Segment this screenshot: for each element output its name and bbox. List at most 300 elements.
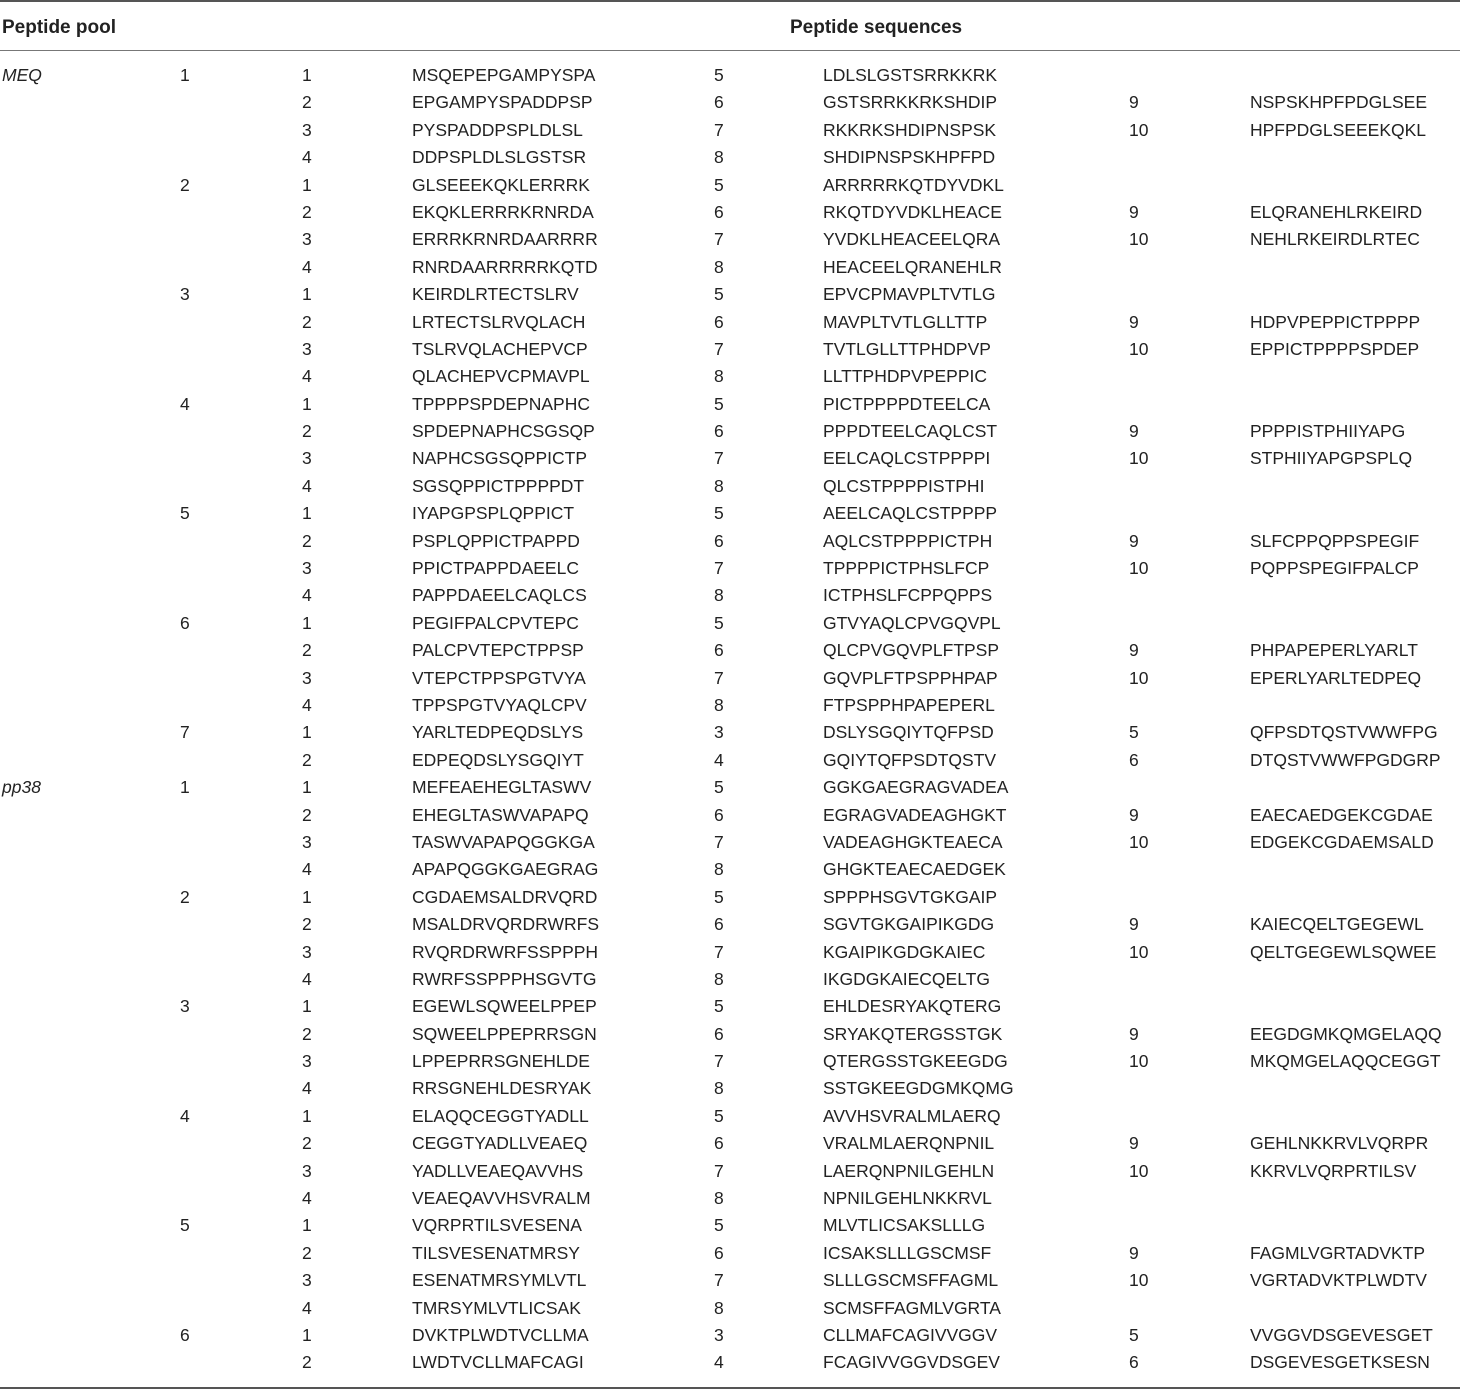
peptide-sequence: CGDAEMSALDRVQRD — [412, 886, 598, 907]
peptide-sequence: PPICTPAPPDAEELC — [412, 558, 579, 579]
pool-number: 1 — [180, 65, 190, 85]
peptide-sequence: SGSQPPICTPPPPDT — [412, 475, 585, 496]
peptide-index: 1 — [302, 777, 312, 798]
peptide-index: 4 — [714, 1352, 724, 1373]
table-top-rule — [0, 0, 1460, 2]
table-row — [0, 692, 1460, 719]
peptide-index: 1 — [302, 1215, 312, 1236]
peptide-sequence: KGAIPIKGDGKAIEC — [823, 941, 986, 962]
peptide-sequence: ERRRKRNRDAARRRR — [412, 229, 598, 250]
peptide-index: 3 — [302, 1160, 312, 1181]
peptide-sequence: QLCPVGQVPLFTPSP — [823, 640, 1000, 661]
peptide-sequence: SSTGKEEGDGMKQMG — [823, 1078, 1014, 1099]
peptide-index: 9 — [1129, 1242, 1139, 1263]
peptide-index: 8 — [714, 1078, 724, 1099]
peptide-index: 5 — [714, 886, 724, 907]
peptide-sequence: FCAGIVVGGVDSGEV — [823, 1352, 1000, 1373]
peptide-index: 9 — [1129, 421, 1139, 442]
table-row — [0, 747, 1460, 774]
table-row — [0, 719, 1460, 746]
peptide-sequence: EPERLYARLTEDPEQ — [1250, 667, 1422, 688]
peptide-sequence: YADLLVEAEQAVVHS — [412, 1160, 584, 1181]
peptide-table-body — [0, 62, 1460, 1377]
peptide-index: 3 — [302, 119, 312, 140]
peptide-sequence: STPHIIYAPGPSPLQ — [1250, 448, 1413, 469]
peptide-index: 9 — [1129, 92, 1139, 113]
peptide-index: 9 — [1129, 530, 1139, 551]
peptide-sequence: EKQKLERRRKRNRDA — [412, 201, 594, 222]
peptide-index: 4 — [302, 968, 312, 989]
peptide-sequence: ELAQQCEGGTYADLL — [412, 1105, 589, 1126]
peptide-index: 4 — [302, 1297, 312, 1318]
peptide-index: 1 — [302, 886, 312, 907]
peptide-sequence: RNRDAARRRRRKQTD — [412, 256, 598, 277]
peptide-index: 10 — [1129, 831, 1149, 852]
pool-number: 4 — [180, 393, 190, 414]
peptide-sequence: TPPPPSPDEPNAPHC — [412, 393, 590, 414]
table-row — [0, 610, 1460, 637]
peptide-index: 10 — [1129, 448, 1149, 469]
peptide-sequence: EDGEKCGDAEMSALD — [1250, 831, 1434, 852]
table-row — [0, 1185, 1460, 1212]
table-row — [0, 884, 1460, 911]
peptide-sequence: PAPPDAEELCAQLCS — [412, 585, 587, 606]
peptide-index: 10 — [1129, 229, 1149, 250]
peptide-index: 4 — [714, 749, 724, 770]
peptide-sequence: QELTGEGEWLSQWEE — [1250, 941, 1437, 962]
peptide-sequence: EHEGLTASWVAPAPQ — [412, 804, 589, 825]
peptide-index: 2 — [302, 1023, 312, 1044]
peptide-sequence: DSGEVESGETKSESN — [1250, 1352, 1430, 1373]
peptide-sequence: TPPSPGTVYAQLCPV — [412, 694, 587, 715]
table-row — [0, 1021, 1460, 1048]
table-row — [0, 637, 1460, 664]
peptide-sequence: AQLCSTPPPPICTPH — [823, 530, 993, 551]
pool-number: 2 — [180, 886, 190, 907]
protein-name: MEQ — [2, 65, 42, 85]
peptide-index: 6 — [714, 640, 724, 661]
peptide-sequence: SCMSFFAGMLVGRTA — [823, 1297, 1001, 1318]
peptide-sequence: AVVHSVRALMLAERQ — [823, 1105, 1001, 1126]
peptide-index: 7 — [714, 229, 724, 250]
peptide-index: 8 — [714, 147, 724, 168]
pool-number: 2 — [180, 174, 190, 195]
peptide-index: 7 — [714, 119, 724, 140]
peptide-index: 5 — [714, 174, 724, 195]
peptide-index: 6 — [714, 804, 724, 825]
peptide-index: 9 — [1129, 311, 1139, 332]
peptide-sequence: KEIRDLRTECTSLRV — [412, 284, 579, 305]
peptide-index: 10 — [1129, 667, 1149, 688]
peptide-index: 7 — [714, 831, 724, 852]
peptide-sequence: GTVYAQLCPVGQVPL — [823, 612, 1001, 633]
peptide-sequence: TILSVESENATMRSY — [412, 1242, 580, 1263]
peptide-sequence: SQWEELPPEPRRSGN — [412, 1023, 597, 1044]
table-row — [0, 856, 1460, 883]
peptide-sequence: MAVPLTVTLGLLTTP — [823, 311, 988, 332]
table-row — [0, 500, 1460, 527]
peptide-index: 9 — [1129, 1023, 1139, 1044]
table-row — [0, 473, 1460, 500]
peptide-sequence: GEHLNKKRVLVQRPR — [1250, 1133, 1429, 1154]
peptide-sequence: PSPLQPPICTPAPPD — [412, 530, 580, 551]
peptide-sequence: ICTPHSLFCPPQPPS — [823, 585, 993, 606]
peptide-sequence: GQVPLFTPSPPHPAP — [823, 667, 998, 688]
peptide-sequence: ELQRANEHLRKEIRD — [1250, 201, 1423, 222]
table-row — [0, 254, 1460, 281]
table-row — [0, 1130, 1460, 1157]
peptide-sequence: CLLMAFCAGIVVGGV — [823, 1324, 998, 1345]
peptide-sequence: RWRFSSPPPHSGVTG — [412, 968, 597, 989]
peptide-sequence: AEELCAQLCSTPPPP — [823, 503, 998, 524]
peptide-sequence: GGKGAEGRAGVADEA — [823, 777, 1009, 798]
peptide-index: 3 — [302, 229, 312, 250]
peptide-sequence: LRTECTSLRVQLACH — [412, 311, 586, 332]
peptide-sequence: VADEAGHGKTEAECA — [823, 831, 1003, 852]
peptide-sequence: IYAPGPSPLQPPICT — [412, 503, 575, 524]
peptide-sequence: SLLLGSCMSFFAGML — [823, 1270, 999, 1291]
table-row — [0, 829, 1460, 856]
pool-number: 3 — [180, 284, 190, 305]
table-row — [0, 89, 1460, 116]
peptide-index: 1 — [302, 65, 312, 85]
peptide-index: 2 — [302, 92, 312, 113]
peptide-sequence: NPNILGEHLNKKRVL — [823, 1188, 992, 1209]
peptide-sequence: MSALDRVQRDRWRFS — [412, 914, 600, 935]
peptide-sequence: KAIECQELTGEGEWL — [1250, 914, 1424, 935]
peptide-index: 3 — [302, 831, 312, 852]
peptide-index: 6 — [714, 530, 724, 551]
table-row — [0, 1240, 1460, 1267]
peptide-index: 5 — [1129, 722, 1139, 743]
peptide-index: 6 — [714, 914, 724, 935]
peptide-index: 2 — [302, 201, 312, 222]
peptide-index: 5 — [1129, 1324, 1139, 1345]
table-row — [0, 1212, 1460, 1239]
peptide-sequence: PALCPVTEPCTPPSP — [412, 640, 584, 661]
pool-number: 3 — [180, 996, 190, 1017]
peptide-index: 9 — [1129, 1133, 1139, 1154]
peptide-index: 2 — [302, 914, 312, 935]
peptide-index: 5 — [714, 1215, 724, 1236]
table-row — [0, 391, 1460, 418]
table-row — [0, 445, 1460, 472]
peptide-sequence: MSQEPEPGAMPYSPA — [412, 65, 596, 85]
peptide-sequence: VVGGVDSGEVESGET — [1250, 1324, 1433, 1345]
peptide-index: 6 — [714, 201, 724, 222]
table-row — [0, 1158, 1460, 1185]
table-row — [0, 1267, 1460, 1294]
peptide-sequence: GHGKTEAECAEDGEK — [823, 859, 1006, 880]
peptide-sequence: RVQRDRWRFSSPPPH — [412, 941, 599, 962]
peptide-sequence: VQRPRTILSVESENA — [412, 1215, 582, 1236]
peptide-index: 5 — [714, 777, 724, 798]
peptide-sequence: YARLTEDPEQDSLYS — [412, 722, 584, 743]
peptide-index: 1 — [302, 284, 312, 305]
peptide-sequence: DVKTPLWDTVCLLMA — [412, 1324, 589, 1345]
peptide-sequence: GLSEEEKQKLERRRK — [412, 174, 590, 195]
peptide-index: 1 — [302, 1105, 312, 1126]
table-row — [0, 172, 1460, 199]
peptide-index: 9 — [1129, 914, 1139, 935]
peptide-index: 2 — [302, 530, 312, 551]
peptide-index: 3 — [302, 1270, 312, 1291]
pool-number: 7 — [180, 722, 190, 743]
peptide-sequence: HPFPDGLSEEEKQKL — [1250, 119, 1427, 140]
peptide-sequence: EELCAQLCSTPPPPI — [823, 448, 991, 469]
peptide-index: 3 — [302, 558, 312, 579]
peptide-sequence: DSLYSGQIYTQFPSD — [823, 722, 994, 743]
peptide-index: 9 — [1129, 201, 1139, 222]
column-header-peptide-sequences: Peptide sequences — [790, 17, 963, 38]
peptide-index: 9 — [1129, 804, 1139, 825]
peptide-index: 3 — [302, 1051, 312, 1072]
peptide-sequence: SPDEPNAPHCSGSQP — [412, 421, 595, 442]
peptide-sequence: PICTPPPPDTEELCA — [823, 393, 991, 414]
peptide-index: 3 — [302, 448, 312, 469]
table-row — [0, 555, 1460, 582]
peptide-sequence: TASWVAPAPQGGKGA — [412, 831, 595, 852]
peptide-index: 2 — [302, 1352, 312, 1373]
peptide-index: 10 — [1129, 338, 1149, 359]
peptide-sequence: LPPEPRRSGNEHLDE — [412, 1051, 590, 1072]
peptide-index: 4 — [302, 256, 312, 277]
protein-name: pp38 — [2, 777, 41, 798]
peptide-index: 5 — [714, 1105, 724, 1126]
peptide-sequence: GSTSRRKKRKSHDIP — [823, 92, 998, 113]
peptide-sequence: GQIYTQFPSDTQSTV — [823, 749, 997, 770]
table-row — [0, 1075, 1460, 1102]
peptide-index: 3 — [302, 338, 312, 359]
peptide-sequence: LDLSLGSTSRRKKRK — [823, 65, 998, 85]
peptide-index: 7 — [714, 558, 724, 579]
peptide-sequence: QFPSDTQSTVWWFPG — [1250, 722, 1438, 743]
table-row — [0, 911, 1460, 938]
peptide-index: 10 — [1129, 119, 1149, 140]
peptide-sequence: ICSAKSLLLGSCMSF — [823, 1242, 992, 1263]
peptide-sequence: IKGDGKAIECQELTG — [823, 968, 990, 989]
table-row — [0, 665, 1460, 692]
peptide-sequence: PPPDTEELCAQLCST — [823, 421, 998, 442]
peptide-sequence: TVTLGLLTTPHDPVP — [823, 338, 991, 359]
table-row — [0, 939, 1460, 966]
peptide-index: 10 — [1129, 941, 1149, 962]
header-rule — [0, 50, 1460, 51]
peptide-sequence: MKQMGELAQQCEGGT — [1250, 1051, 1441, 1072]
peptide-sequence: QLCSTPPPPISTPHI — [823, 475, 985, 496]
table-row — [0, 802, 1460, 829]
table-row — [0, 199, 1460, 226]
peptide-index: 5 — [714, 393, 724, 414]
peptide-sequence: EPGAMPYSPADDPSP — [412, 92, 593, 113]
peptide-index: 4 — [302, 1078, 312, 1099]
peptide-sequence: SGVTGKGAIPIKGDG — [823, 914, 995, 935]
peptide-index: 6 — [714, 421, 724, 442]
peptide-index: 10 — [1129, 1160, 1149, 1181]
peptide-index: 5 — [714, 284, 724, 305]
table-row — [0, 1295, 1460, 1322]
peptide-index: 5 — [714, 65, 724, 85]
table-row — [0, 582, 1460, 609]
peptide-index: 1 — [302, 612, 312, 633]
peptide-index: 8 — [714, 475, 724, 496]
peptide-index: 8 — [714, 256, 724, 277]
peptide-index: 8 — [714, 968, 724, 989]
peptide-sequence: YVDKLHEACEELQRA — [823, 229, 1001, 250]
peptide-sequence: TSLRVQLACHEPVCP — [412, 338, 588, 359]
peptide-sequence: LWDTVCLLMAFCAGI — [412, 1352, 584, 1373]
peptide-index: 2 — [302, 640, 312, 661]
peptide-index: 3 — [302, 941, 312, 962]
peptide-sequence: PEGIFPALCPVTEPC — [412, 612, 579, 633]
peptide-index: 7 — [714, 1160, 724, 1181]
peptide-index: 7 — [714, 448, 724, 469]
peptide-index: 4 — [302, 366, 312, 387]
peptide-sequence: DDPSPLDLSLGSTSR — [412, 147, 587, 168]
peptide-sequence: EGRAGVADEAGHGKT — [823, 804, 1007, 825]
pool-number: 1 — [180, 777, 190, 798]
table-row — [0, 363, 1460, 390]
peptide-sequence: EHLDESRYAKQTERG — [823, 996, 1002, 1017]
table-row — [0, 418, 1460, 445]
peptide-index: 2 — [302, 749, 312, 770]
peptide-sequence: PYSPADDPSPLDLSL — [412, 119, 583, 140]
table-row — [0, 1103, 1460, 1130]
peptide-index: 2 — [302, 421, 312, 442]
peptide-index: 1 — [302, 1324, 312, 1345]
peptide-sequence: FAGMLVGRTADVKTP — [1250, 1242, 1426, 1263]
peptide-index: 2 — [302, 804, 312, 825]
table-row — [0, 1322, 1460, 1349]
peptide-index: 7 — [714, 1270, 724, 1291]
peptide-sequence: EEGDGMKQMGELAQQ — [1250, 1023, 1442, 1044]
peptide-sequence: VTEPCTPPSPGTVYA — [412, 667, 586, 688]
peptide-sequence: HEACEELQRANEHLR — [823, 256, 1002, 277]
peptide-sequence: ARRRRRKQTDYVDKL — [823, 174, 1004, 195]
peptide-index: 7 — [714, 1051, 724, 1072]
pool-number: 6 — [180, 612, 190, 633]
peptide-sequence: PQPPSPEGIFPALCP — [1250, 558, 1419, 579]
peptide-sequence: PPPPISTPHIIYAPG — [1250, 421, 1406, 442]
peptide-index: 6 — [1129, 749, 1139, 770]
peptide-sequence: MLVTLICSAKSLLLG — [823, 1215, 986, 1236]
peptide-sequence: EPVCPMAVPLTVTLG — [823, 284, 996, 305]
pool-number: 6 — [180, 1324, 190, 1345]
peptide-sequence: FTPSPPHPAPEPERL — [823, 694, 995, 715]
peptide-index: 3 — [714, 1324, 724, 1345]
peptide-index: 8 — [714, 1297, 724, 1318]
peptide-index: 8 — [714, 585, 724, 606]
peptide-index: 8 — [714, 859, 724, 880]
peptide-index: 4 — [302, 1188, 312, 1209]
peptide-index: 3 — [714, 722, 724, 743]
table-bottom-rule — [0, 1387, 1460, 1389]
pool-number: 5 — [180, 503, 190, 524]
table-row — [0, 62, 1460, 89]
peptide-index: 4 — [302, 694, 312, 715]
table-row — [0, 226, 1460, 253]
table-row — [0, 117, 1460, 144]
peptide-index: 8 — [714, 366, 724, 387]
peptide-sequence: EGEWLSQWEELPPEP — [412, 996, 597, 1017]
peptide-index: 6 — [714, 1023, 724, 1044]
peptide-sequence: RKKRKSHDIPNSPSK — [823, 119, 997, 140]
peptide-sequence: VGRTADVKTPLWDTV — [1250, 1270, 1427, 1291]
peptide-index: 6 — [714, 92, 724, 113]
peptide-sequence: QTERGSSTGKEEGDG — [823, 1051, 1008, 1072]
peptide-index: 6 — [714, 1133, 724, 1154]
peptide-index: 1 — [302, 503, 312, 524]
peptide-index: 10 — [1129, 1051, 1149, 1072]
peptide-sequence: TMRSYMLVTLICSAK — [412, 1297, 581, 1318]
peptide-index: 5 — [714, 996, 724, 1017]
peptide-sequence: LAERQNPNILGEHLN — [823, 1160, 995, 1181]
peptide-sequence: PHPAPEPERLYARLT — [1250, 640, 1418, 661]
table-row — [0, 993, 1460, 1020]
table-row — [0, 281, 1460, 308]
peptide-index: 4 — [302, 585, 312, 606]
peptide-sequence: SLFCPPQPPSPEGIF — [1250, 530, 1420, 551]
peptide-index: 6 — [714, 1242, 724, 1263]
table-row — [0, 1349, 1460, 1376]
peptide-index: 6 — [1129, 1352, 1139, 1373]
pool-number: 5 — [180, 1215, 190, 1236]
peptide-index: 1 — [302, 174, 312, 195]
peptide-index: 6 — [714, 311, 724, 332]
peptide-index: 3 — [302, 667, 312, 688]
table-row — [0, 336, 1460, 363]
peptide-index: 4 — [302, 147, 312, 168]
peptide-sequence: SPPPHSGVTGKGAIP — [823, 886, 998, 907]
peptide-index: 4 — [302, 859, 312, 880]
peptide-index: 2 — [302, 1242, 312, 1263]
peptide-index: 1 — [302, 722, 312, 743]
peptide-index: 9 — [1129, 640, 1139, 661]
peptide-index: 8 — [714, 694, 724, 715]
peptide-index: 7 — [714, 667, 724, 688]
peptide-sequence: NSPSKHPFPDGLSEE — [1250, 92, 1427, 113]
column-header-peptide-pool: Peptide pool — [2, 17, 116, 38]
peptide-index: 1 — [302, 996, 312, 1017]
peptide-index: 5 — [714, 612, 724, 633]
peptide-sequence: RRSGNEHLDESRYAK — [412, 1078, 592, 1099]
peptide-sequence: NEHLRKEIRDLRTEC — [1250, 229, 1420, 250]
peptide-index: 10 — [1129, 1270, 1149, 1291]
peptide-index: 1 — [302, 393, 312, 414]
peptide-sequence: VRALMLAERQNPNIL — [823, 1133, 995, 1154]
pool-number: 4 — [180, 1105, 190, 1126]
peptide-sequence: RKQTDYVDKLHEACE — [823, 201, 1002, 222]
peptide-sequence: MEFEAEHEGLTASWV — [412, 777, 592, 798]
peptide-sequence: KKRVLVQRPRTILSV — [1250, 1160, 1417, 1181]
peptide-sequence: TPPPPICTPHSLFCP — [823, 558, 990, 579]
table-row — [0, 309, 1460, 336]
peptide-sequence: SRYAKQTERGSSTGK — [823, 1023, 1003, 1044]
peptide-index: 8 — [714, 1188, 724, 1209]
peptide-sequence: ESENATMRSYMLVTL — [412, 1270, 587, 1291]
peptide-sequence: VEAEQAVVHSVRALM — [412, 1188, 591, 1209]
table-row — [0, 1048, 1460, 1075]
peptide-sequence: DTQSTVWWFPGDGRP — [1250, 749, 1441, 770]
peptide-index: 2 — [302, 311, 312, 332]
peptide-sequence: LLTTPHDPVPEPPIC — [823, 366, 988, 387]
table-row — [0, 774, 1460, 801]
peptide-index: 4 — [302, 475, 312, 496]
peptide-sequence: SHDIPNSPSKHPFPD — [823, 147, 996, 168]
peptide-sequence: EDPEQDSLYSGQIYT — [412, 749, 584, 770]
peptide-sequence: EAECAEDGEKCGDAE — [1250, 804, 1433, 825]
peptide-index: 7 — [714, 338, 724, 359]
